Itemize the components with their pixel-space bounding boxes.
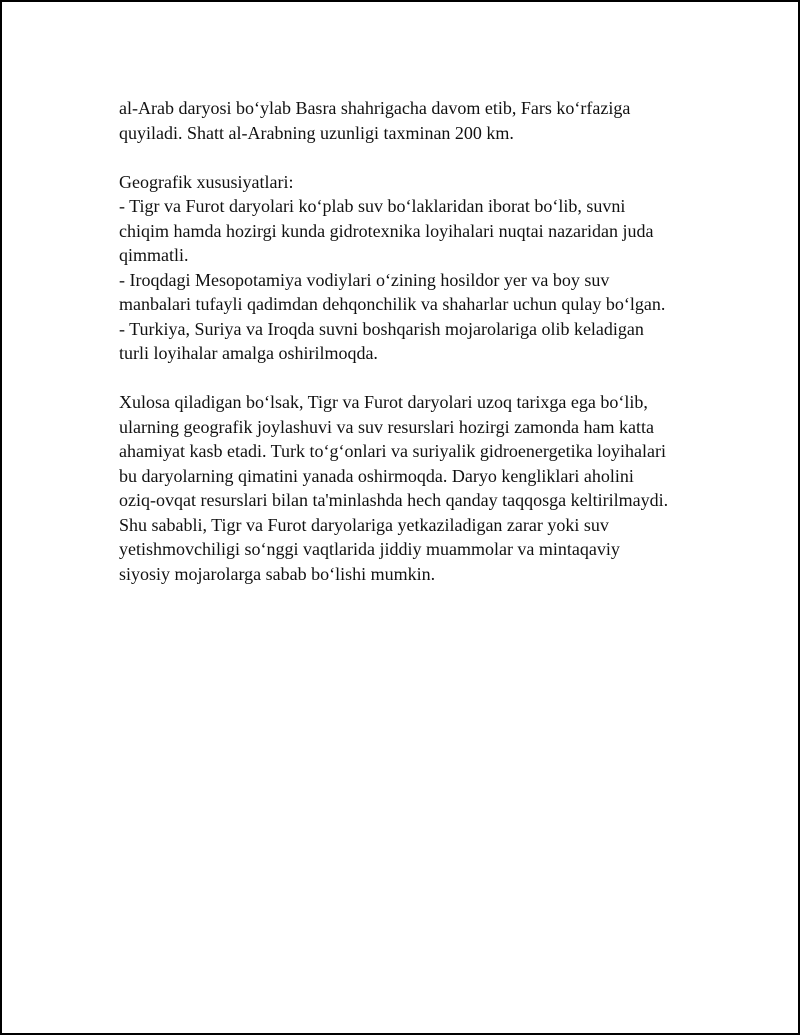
text-line: Xulosa qiladigan boʻlsak, Tigr va Furot daryolari uzoq tarixga ega boʻlib, [119, 392, 648, 412]
document-body [119, 96, 689, 586]
text-line: al-Arab daryosi boʻylab Basra shahrigacha davom etib, Fars koʻrfaziga [119, 98, 631, 118]
paragraph-conclusion [119, 390, 689, 586]
text-line: - Iroqdagi Mesopotamiya vodiylari oʻzining hosildor yer va boy suv [119, 269, 610, 290]
paragraph-gap [119, 145, 689, 170]
text-line: siyosiy mojarolarga sabab boʻlishi mumkin. [119, 563, 436, 584]
text-line: quyiladi. Shatt al-Arabning uzunligi taxminan 200 km. [119, 122, 514, 143]
section-heading: Geografik xususiyatlari: [119, 171, 294, 192]
text-line: chiqim hamda hozirgi kunda gidrotexnika loyihalari nuqtai nazaridan juda [119, 220, 654, 241]
text-line: yetishmovchiligi soʻnggi vaqtlarida jiddiy muammolar va mintaqaviy [119, 539, 620, 559]
paragraph-geographic-features [119, 170, 689, 366]
paragraph-continuation [119, 96, 689, 145]
text-line: qimmatli. [119, 245, 189, 265]
text-line: manbalari tufayli qadimdan dehqonchilik va shaharlar uchun qulay boʻlgan. [119, 294, 666, 314]
text-line: bu daryolarning qimatini yanada oshirmoqda. Daryo kengliklari aholini [119, 465, 634, 486]
text-line: ahamiyat kasb etadi. Turk toʻgʻonlari va suriyalik gidroenergetika loyihalari [119, 441, 667, 461]
text-line: Shu sababli, Tigr va Furot daryolariga yetkaziladigan zarar yoki suv [119, 514, 609, 535]
text-line: - Tigr va Furot daryolari koʻplab suv boʻlaklaridan iborat boʻlib, suvni [119, 196, 626, 216]
text-line: - Turkiya, Suriya va Iroqda suvni boshqarish mojarolariga olib keladigan [119, 318, 644, 339]
text-line: oziq-ovqat resurslari bilan ta'minlashda hech qanday taqqosga keltirilmaydi. [119, 490, 669, 510]
text-line: ularning geografik joylashuvi va suv resurslari hozirgi zamonda ham katta [119, 416, 655, 437]
paragraph-gap [119, 366, 689, 391]
text-line: turli loyihalar amalga oshirilmoqda. [119, 343, 378, 363]
